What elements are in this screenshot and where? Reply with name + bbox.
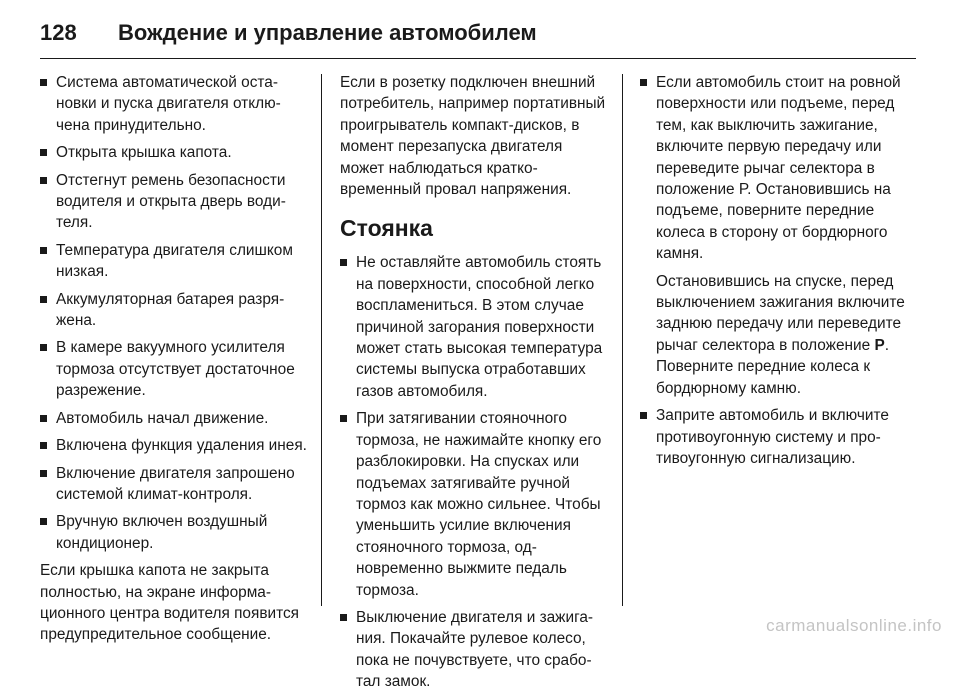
column-1: [40, 72, 308, 652]
column-divider: [622, 74, 623, 606]
list-item: [40, 337, 308, 401]
list-item-text: Система автоматической остановки и пуска двигателя отключена принудительно.: [56, 74, 281, 134]
list-item: [40, 142, 308, 163]
square-bullet-icon: [40, 442, 47, 449]
list-item: [40, 511, 308, 554]
list-item-text: Заприте автомобиль и включите противоугонную систему и противоугонную сигнализацию.: [656, 407, 889, 467]
list-item: [340, 408, 610, 601]
list-item-text: Отстегнут ремень безопасности водителя и открыта дверь водителя.: [56, 171, 286, 232]
list-item-text: Включение двигателя запрошено системой климат-контроля.: [56, 464, 295, 503]
list-item-text: Аккумуляторная батарея разряжена.: [56, 290, 285, 330]
square-bullet-icon: [40, 344, 47, 351]
square-bullet-icon: [40, 470, 47, 477]
square-bullet-icon: [40, 415, 47, 422]
downhill-text-after: . Поверните передние колеса к бордюрному камню.: [656, 336, 889, 397]
column-divider: [321, 74, 322, 606]
square-bullet-icon: [40, 247, 47, 254]
conditions-list: [40, 72, 308, 554]
list-item-text: Если автомобиль стоит на ровной поверхности или подъеме, перед тем, как выключить зажигание, включите первую передачу или переведите рычаг селектора в положение P. Остановившись на подъеме, поверните передние колеса в сторону от бордюрного камня.: [656, 74, 901, 263]
list-item-text: Выключение двигателя и зажигания. Покачайте рулевое колесо, пока не почувствуете, что сработал замок.: [356, 608, 594, 691]
page-title: Вождение и управление автомобилем: [118, 20, 537, 45]
watermark: carmanualsonline.info: [766, 616, 942, 635]
section-heading-parking: Стоянка: [340, 215, 433, 242]
square-bullet-icon: [340, 415, 347, 422]
socket-intro-paragraph: Если в розетку подключен внешний потребитель, например портативный проигрыватель компакт-дисков, в момент перезапуска двигателя может наблюдаться кратковременный провал напряжения.: [340, 74, 606, 199]
list-item-text: Вручную включен воздушный кондиционер.: [56, 513, 268, 552]
list-item: [340, 252, 610, 402]
list-item: [40, 170, 308, 234]
downhill-paragraph: [640, 271, 918, 399]
square-bullet-icon: [40, 177, 47, 184]
square-bullet-icon: [340, 614, 347, 621]
parking-list-continued: [640, 72, 918, 265]
page-number: 128: [40, 20, 77, 45]
list-item-text: Включена функция удаления инея.: [56, 437, 307, 455]
gear-position-p: P: [874, 336, 885, 354]
list-item: [40, 240, 308, 283]
square-bullet-icon: [40, 296, 47, 303]
list-item-text: Автомобиль начал движение.: [56, 409, 269, 427]
parking-list-end: [640, 405, 918, 469]
list-item: [340, 607, 610, 693]
downhill-text-before: Остановившись на спуске, перед выключением зажигания включите заднюю передачу или переведите рычаг селектора в положение: [656, 272, 905, 354]
list-item-text: Не оставляйте автомобиль стоять на поверхности, способной легко воспламениться. В этом случае причиной загорания поверхности может стать высокая температура системы выпуска отработавших газов автомобиля.: [356, 254, 603, 400]
list-item: [40, 72, 308, 136]
list-item-text: Температура двигателя слишком низкая.: [56, 241, 293, 281]
column-3: [640, 72, 918, 475]
list-item: [40, 463, 308, 506]
square-bullet-icon: [40, 518, 47, 525]
square-bullet-icon: [40, 79, 47, 86]
square-bullet-icon: [40, 149, 47, 156]
list-item-text: Открыта крышка капота.: [56, 144, 232, 162]
page-header: [40, 14, 916, 59]
list-item: [640, 405, 918, 469]
square-bullet-icon: [640, 412, 647, 419]
list-item: [40, 435, 308, 456]
list-item: [40, 289, 308, 332]
list-item-text: При затягивании стояночного тормоза, не нажимайте кнопку его разблокировки. На спусках или подъемах затягивайте ручной тормоз как можно сильнее. Чтобы уменьшить усилие включения стояночного тормоза, одновременно выжмите педаль тормоза.: [356, 410, 602, 599]
column-2: [340, 72, 610, 699]
square-bullet-icon: [640, 79, 647, 86]
list-item: [40, 408, 308, 429]
square-bullet-icon: [340, 259, 347, 266]
list-item-text: В камере вакуумного усилителя тормоза отсутствует достаточное разрежение.: [56, 339, 295, 400]
list-item: [640, 72, 918, 265]
parking-list: [340, 252, 610, 692]
hood-warning-paragraph: Если крышка капота не закрыта полностью, на экране информационного центра водителя появится предупредительное сообщение.: [40, 562, 300, 644]
